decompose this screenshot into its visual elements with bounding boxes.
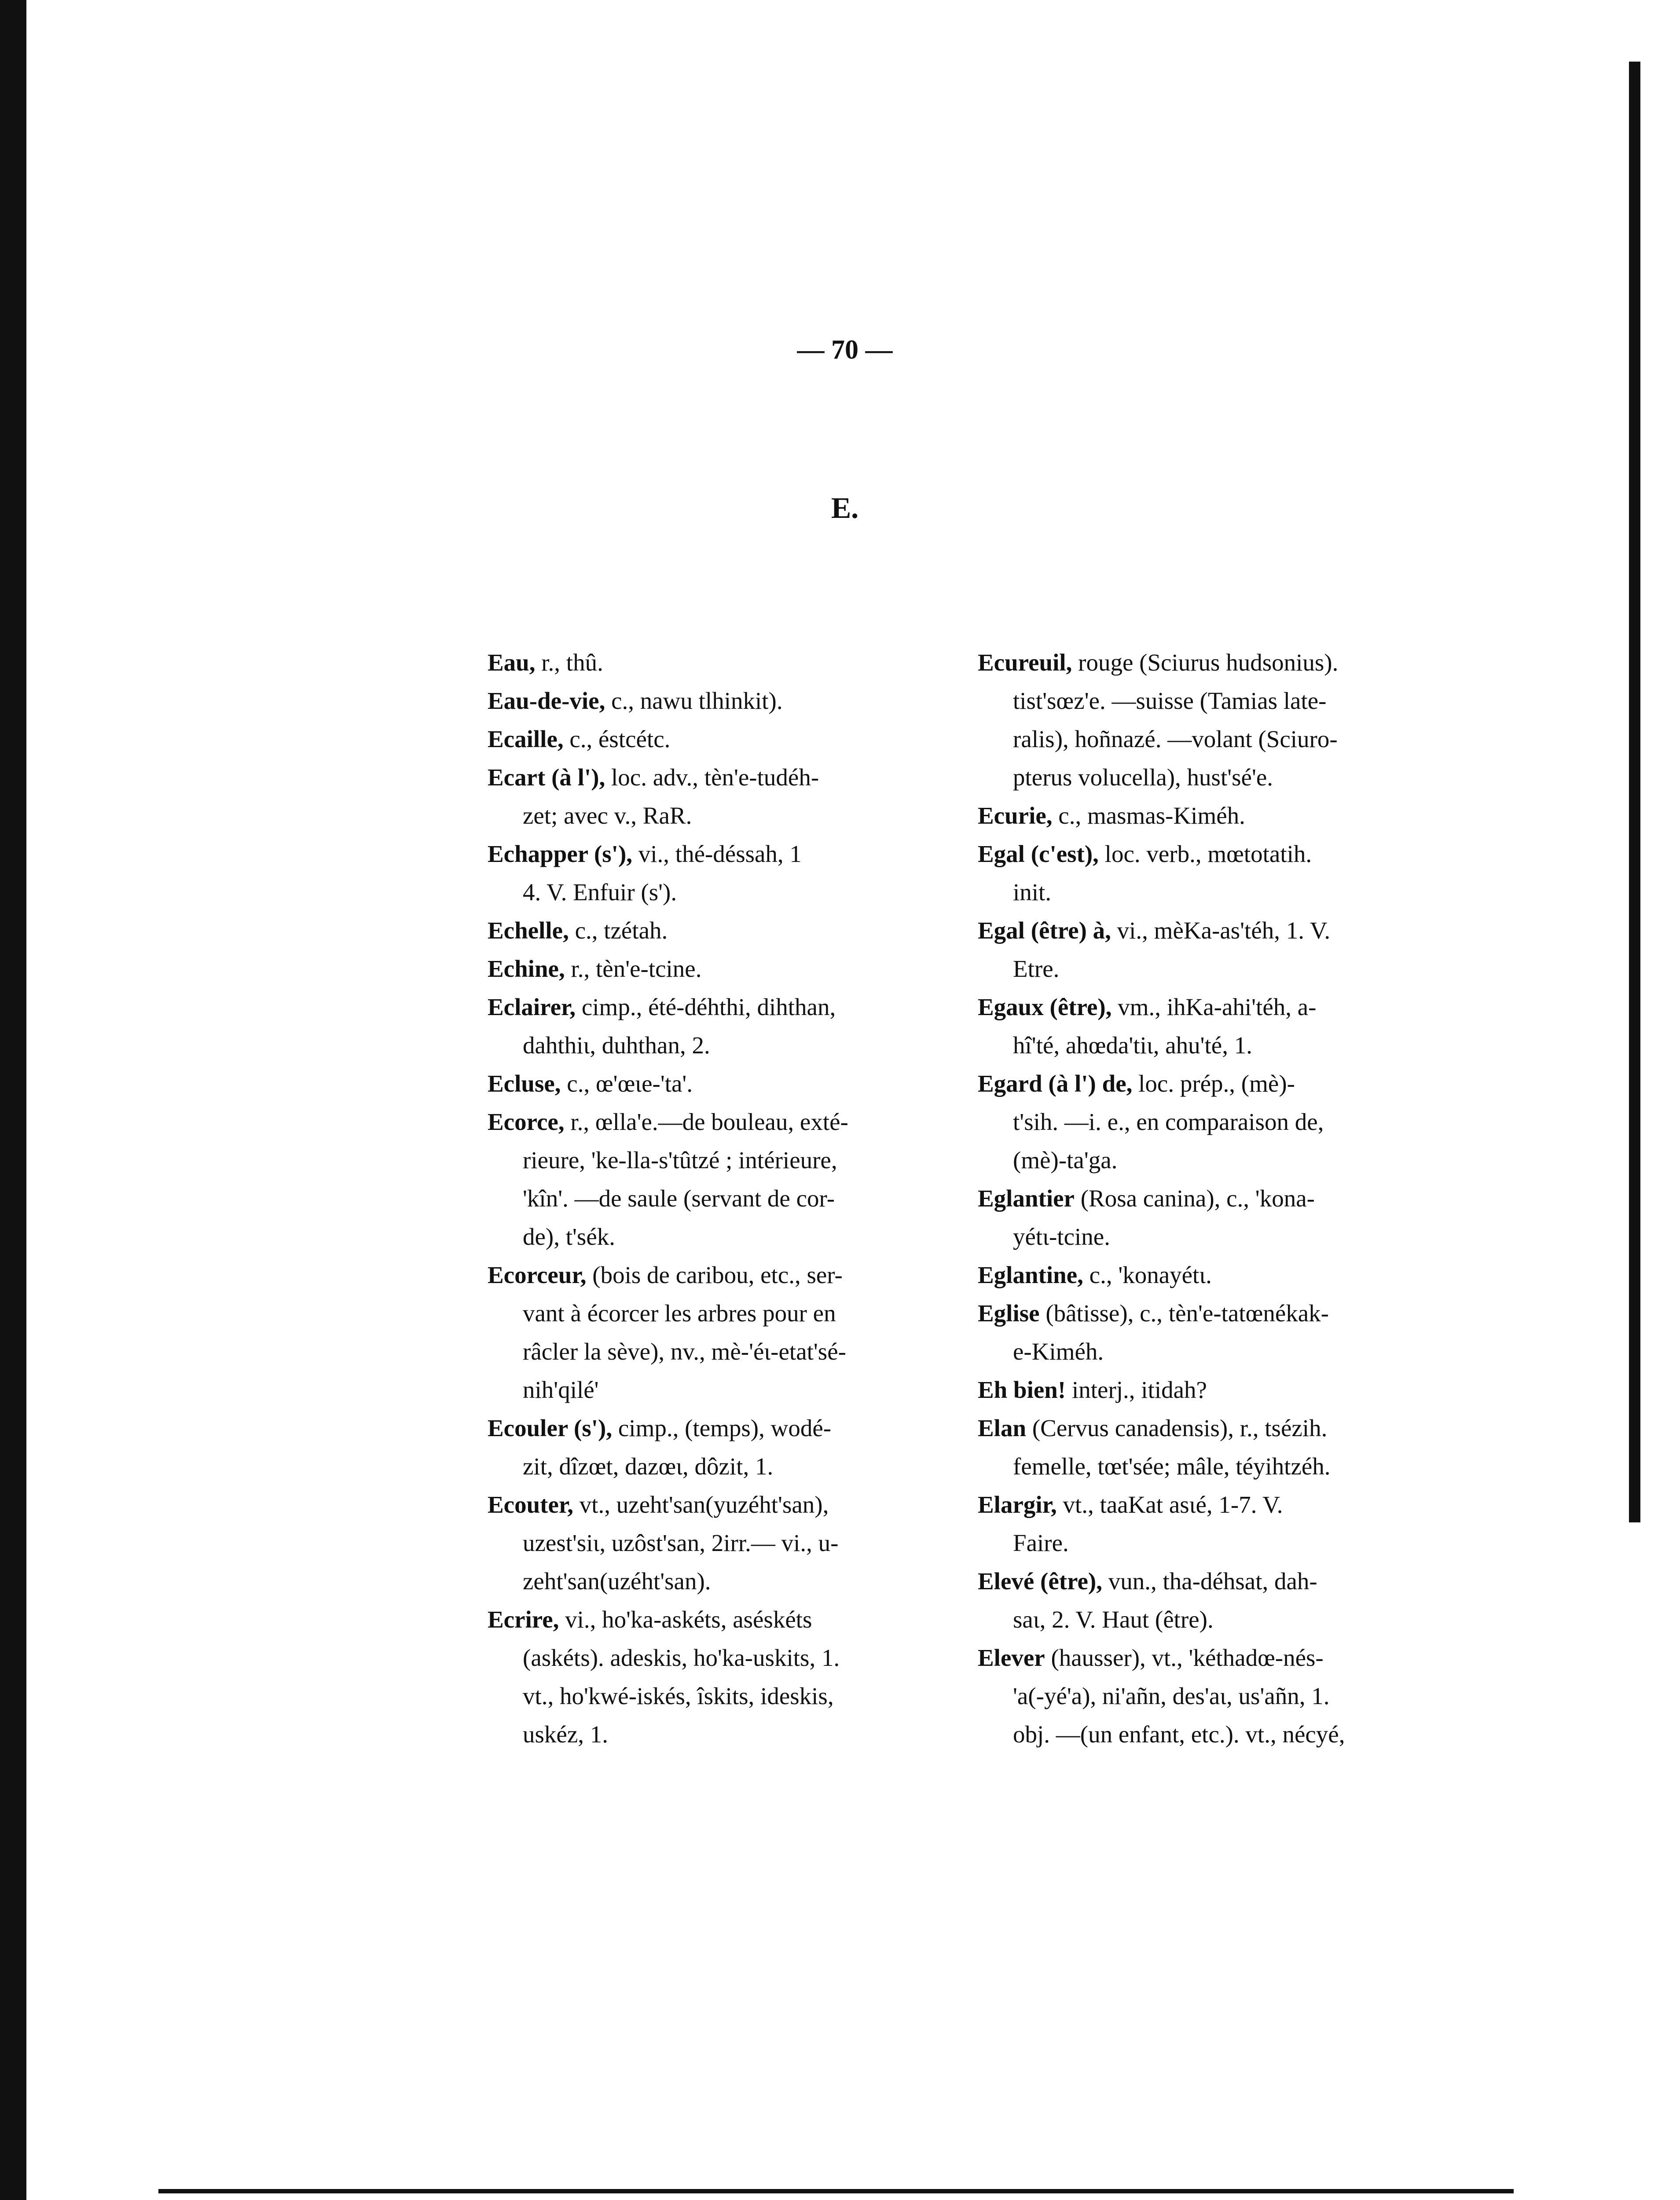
entry-continuation: obj. —(un enfant, etc.). vt., nécyé,: [1013, 1721, 1345, 1748]
entry-headword: Ecorce,: [488, 1108, 565, 1135]
entry-headword: Ecurie,: [978, 802, 1053, 829]
dictionary-entry: [978, 796, 1444, 835]
entry-continuation: (askéts). adeskis, ho'ka-uskits, 1.: [523, 1644, 840, 1671]
entry-continuation: nih'qilé': [523, 1376, 599, 1403]
dictionary-entry: [488, 950, 954, 988]
dictionary-entry: [488, 1064, 954, 1103]
entry-continuation: ralis), hoñnazé. —volant (Sciuro-: [1013, 726, 1338, 752]
entry-definition: loc. verb., mœtotatih.: [1098, 840, 1312, 867]
entry-definition: r., thû.: [535, 649, 603, 676]
entry-continuation: vant à écorcer les arbres pour en: [523, 1300, 836, 1327]
entry-headword: Echelle,: [488, 917, 569, 944]
entry-continuation: dahthiɩ, duhthan, 2.: [523, 1032, 710, 1059]
dictionary-entry: [978, 1256, 1444, 1294]
entry-headword: Elan: [978, 1415, 1027, 1441]
entry-headword: Echine,: [488, 955, 565, 982]
dictionary-entry: [978, 1639, 1444, 1753]
dictionary-entry: [978, 1562, 1444, 1639]
dictionary-entry: [488, 1103, 954, 1256]
dictionary-entry: [488, 1485, 954, 1600]
entry-definition: cimp., (temps), wodé-: [612, 1415, 832, 1441]
entry-definition: vun., tha-déhsat, dah-: [1102, 1568, 1317, 1595]
entry-headword: Ecart (à l'),: [488, 764, 605, 791]
entry-continuation: t'sih. —i. e., en comparaison de,: [1013, 1108, 1324, 1135]
entry-headword: Eclairer,: [488, 994, 576, 1020]
dictionary-entry: [978, 988, 1444, 1064]
entry-continuation: Etre.: [1013, 955, 1060, 982]
entry-definition: c., tzétah.: [569, 917, 668, 944]
entry-definition: c., éstcétc.: [563, 726, 671, 752]
entry-continuation: saɩ, 2. V. Haut (être).: [1013, 1606, 1214, 1633]
entry-headword: Echapper (s'),: [488, 840, 633, 867]
left-column: [488, 643, 954, 1753]
entry-headword: Ecouler (s'),: [488, 1415, 613, 1441]
section-letter: E.: [831, 491, 859, 524]
entry-headword: Eglise: [978, 1300, 1040, 1327]
entry-continuation: 4. V. Enfuir (s').: [523, 879, 677, 906]
entry-definition: r., œlla'e.—de bouleau, exté-: [564, 1108, 848, 1135]
entry-definition: vt., uzeht'san(yuzéht'san),: [573, 1491, 829, 1518]
entry-definition: (hausser), vt., 'kéthadœ-nés-: [1045, 1644, 1324, 1671]
entry-continuation: rieure, 'ke-lla-s'tûtzé ; intérieure,: [523, 1147, 837, 1173]
entry-continuation: 'a(-yé'a), ni'añn, des'aɩ, us'añn, 1.: [1013, 1683, 1330, 1709]
right-column: [978, 643, 1444, 1753]
entry-headword: Ecaille,: [488, 726, 564, 752]
dictionary-entry: [488, 835, 954, 911]
entry-continuation: zit, dîzœt, dazœɩ, dôzit, 1.: [523, 1453, 774, 1480]
entry-definition: vi., ho'ka-askéts, aséskéts: [559, 1606, 812, 1633]
entry-continuation: de), t'sék.: [523, 1223, 615, 1250]
entry-definition: c., 'konayétɩ.: [1083, 1261, 1212, 1288]
dictionary-entry: [978, 1371, 1444, 1409]
entry-definition: vt., taaKat asɩé, 1-7. V.: [1056, 1491, 1283, 1518]
entry-continuation: hî'té, ahœda'tiɩ, ahu'té, 1.: [1013, 1032, 1252, 1059]
entry-definition: c., nawu tlhinkit).: [605, 687, 783, 714]
dictionary-entry: [488, 682, 954, 720]
entry-headword: Eglantier: [978, 1185, 1075, 1212]
entry-continuation: (mè)-ta'ga.: [1013, 1147, 1118, 1173]
dictionary-entry: [488, 1256, 954, 1409]
entry-headword: Eglantine,: [978, 1261, 1083, 1288]
entry-definition: (bâtisse), c., tèn'e-tatœnékak-: [1039, 1300, 1329, 1327]
entry-headword: Eau-de-vie,: [488, 687, 605, 714]
scan-bottom-rule: [158, 2189, 1514, 2193]
entry-definition: rouge (Sciurus hudsonius).: [1072, 649, 1339, 676]
entry-definition: cimp., été-déhthi, dihthan,: [576, 994, 836, 1020]
entry-definition: (bois de caribou, etc., ser-: [586, 1261, 843, 1288]
entry-definition: vm., ihKa-ahi'téh, a-: [1111, 994, 1317, 1020]
entry-headword: Egard (à l') de,: [978, 1070, 1133, 1097]
dictionary-entry: [978, 1064, 1444, 1179]
entry-continuation: zeht'san(uzéht'san).: [523, 1568, 711, 1595]
entry-definition: (Rosa canina), c., 'kona-: [1074, 1185, 1315, 1212]
entry-definition: interj., itidah?: [1066, 1376, 1207, 1403]
entry-definition: (Cervus canadensis), r., tsézih.: [1026, 1415, 1328, 1441]
entry-continuation: vt., ho'kwé-iskés, îskits, ideskis,: [523, 1683, 834, 1709]
entry-continuation: râcler la sève), nv., mè-'éɩ-etat'sé-: [523, 1338, 846, 1365]
page-number: — 70 —: [797, 335, 893, 365]
entry-headword: Egal (être) à,: [978, 917, 1111, 944]
entry-headword: Ecouter,: [488, 1491, 574, 1518]
dictionary-entry: [488, 1409, 954, 1485]
dictionary-entry: [978, 1485, 1444, 1562]
dictionary-entry: [978, 1294, 1444, 1371]
entry-headword: Ecorceur,: [488, 1261, 587, 1288]
scan-edge-shadow: [0, 0, 26, 2200]
dictionary-entry: [488, 643, 954, 682]
entry-headword: Ecluse,: [488, 1070, 561, 1097]
entry-definition: vi., thé-déssah, 1: [632, 840, 802, 867]
entry-continuation: uskéz, 1.: [523, 1721, 608, 1748]
entry-headword: Eh bien!: [978, 1376, 1066, 1403]
entry-definition: c., masmas-Kiméh.: [1052, 802, 1245, 829]
entry-continuation: e-Kiméh.: [1013, 1338, 1104, 1365]
dictionary-entry: [978, 911, 1444, 988]
entry-continuation: init.: [1013, 879, 1052, 906]
dictionary-entry: [978, 1179, 1444, 1256]
entry-continuation: tist'sœz'e. —suisse (Tamias late-: [1013, 687, 1327, 714]
entry-headword: Eau,: [488, 649, 536, 676]
dictionary-entry: [488, 988, 954, 1064]
entry-continuation: 'kîn'. —de saule (servant de cor-: [523, 1185, 835, 1212]
entry-headword: Egaux (être),: [978, 994, 1112, 1020]
entry-headword: Elevé (être),: [978, 1568, 1102, 1595]
dictionary-entry: [978, 643, 1444, 796]
entry-definition: r., tèn'e-tcine.: [565, 955, 702, 982]
dictionary-entry: [488, 720, 954, 758]
scan-right-border: [1629, 62, 1640, 1522]
entry-definition: loc. adv., tèn'e-tudéh-: [605, 764, 819, 791]
dictionary-entry: [488, 911, 954, 950]
dictionary-entry: [978, 1409, 1444, 1485]
entry-continuation: Faire.: [1013, 1529, 1069, 1556]
entry-continuation: zet; avec v., RaR.: [523, 802, 692, 829]
entry-continuation: uzest'siɩ, uzôst'san, 2irr.— vi., u-: [523, 1529, 839, 1556]
entry-headword: Elever: [978, 1644, 1045, 1671]
dictionary-entry: [488, 758, 954, 835]
entry-continuation: pterus volucella), hust'sé'e.: [1013, 764, 1273, 791]
dictionary-entry: [488, 1600, 954, 1753]
entry-headword: Egal (c'est),: [978, 840, 1099, 867]
entry-definition: c., œ'œɩe-'ta'.: [561, 1070, 693, 1097]
dictionary-entry: [978, 835, 1444, 911]
entry-continuation: femelle, tœt'sée; mâle, téyihtzéh.: [1013, 1453, 1331, 1480]
entry-continuation: yétɩ-tcine.: [1013, 1223, 1110, 1250]
entry-headword: Ecrire,: [488, 1606, 559, 1633]
entry-headword: Elargir,: [978, 1491, 1057, 1518]
entry-headword: Ecureuil,: [978, 649, 1072, 676]
entry-definition: vi., mèKa-as'téh, 1. V.: [1111, 917, 1331, 944]
entry-definition: loc. prép., (mè)-: [1132, 1070, 1295, 1097]
